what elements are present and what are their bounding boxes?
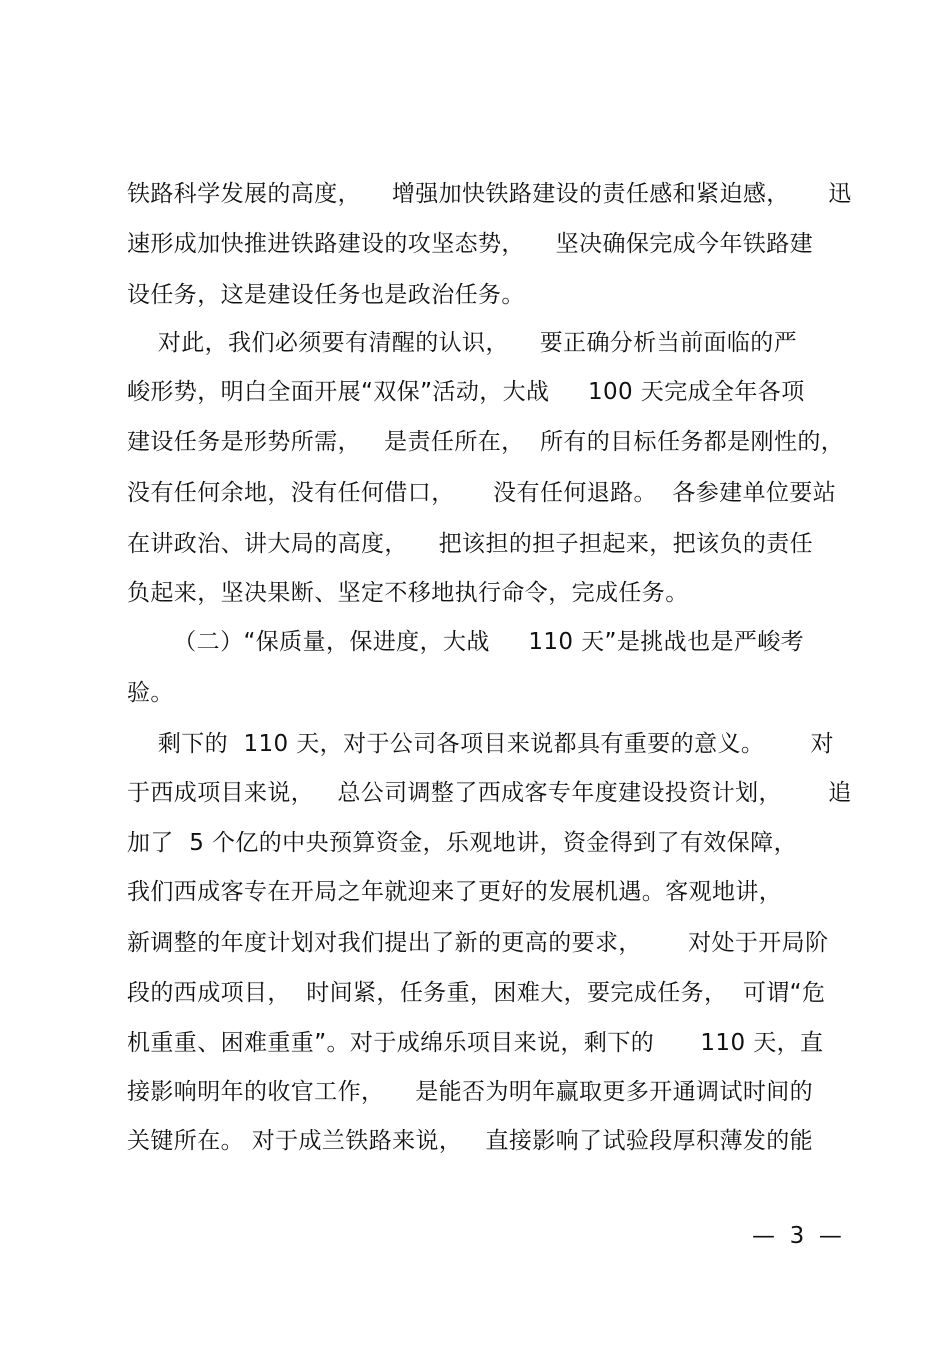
text-line-6: 建设任务是形势所需， 是责任所在， 所有的目标任务都是刚性的， (127, 429, 845, 455)
text-line-14: 加了 5 个亿的中央预算资金，乐观地讲，资金得到了有效保障， (127, 830, 797, 856)
text-line-12: 剩下的 110 天，对于公司各项目来说都具有重要的意义。 对 (127, 731, 834, 757)
text-line-3: 设任务，这是建设任务也是政治任务。 (127, 282, 525, 308)
text-line-19: 接影响明年的收官工作， 是能否为明年赢取更多开通调试时间的 (127, 1079, 814, 1105)
text-line-10: （二）“保质量，保进度，大战 110 天”是挑战也是严峻考 (127, 629, 805, 655)
text-line-13: 于西成项目来说， 总公司调整了西成客专年度建设投资计划， 追 (127, 780, 852, 806)
text-line-15: 我们西成客专在开局之年就迎来了更好的发展机遇。客观地讲， (127, 879, 783, 905)
text-line-20: 关键所在。 对于成兰铁路来说， 直接影响了试验段厚积薄发的能 (127, 1128, 814, 1154)
text-line-7: 没有任何余地，没有任何借口， 没有任何退路。 各参建单位要站 (127, 480, 837, 506)
text-line-11: 验。 (127, 680, 174, 706)
text-line-17: 段的西成项目， 时间紧，任务重，困难大，要完成任务， 可谓“危 (127, 980, 826, 1006)
text-line-1: 铁路科学发展的高度， 增强加快铁路建设的责任感和紧迫感， 迅 (127, 181, 852, 207)
page-number: — 3 — (752, 1223, 842, 1249)
text-line-5: 峻形势，明白全面开展“双保”活动，大战 100 天完成全年各项 (127, 379, 805, 405)
text-line-9: 负起来，坚决果断、坚定不移地执行命令，完成任务。 (127, 580, 689, 606)
text-line-8: 在讲政治、讲大局的高度， 把该担的担子担起来，把该负的责任 (127, 531, 814, 557)
text-line-16: 新调整的年度计划对我们提出了新的更高的要求， 对处于开局阶 (127, 930, 829, 956)
text-line-2: 速形成加快推进铁路建设的攻坚态势， 坚决确保完成今年铁路建 (127, 231, 814, 257)
text-line-4: 对此，我们必须要有清醒的认识， 要正确分析当前面临的严 (127, 330, 798, 356)
text-line-18: 机重重、困难重重”。对于成绵乐项目来说，剩下的 110 天，直 (127, 1030, 824, 1056)
